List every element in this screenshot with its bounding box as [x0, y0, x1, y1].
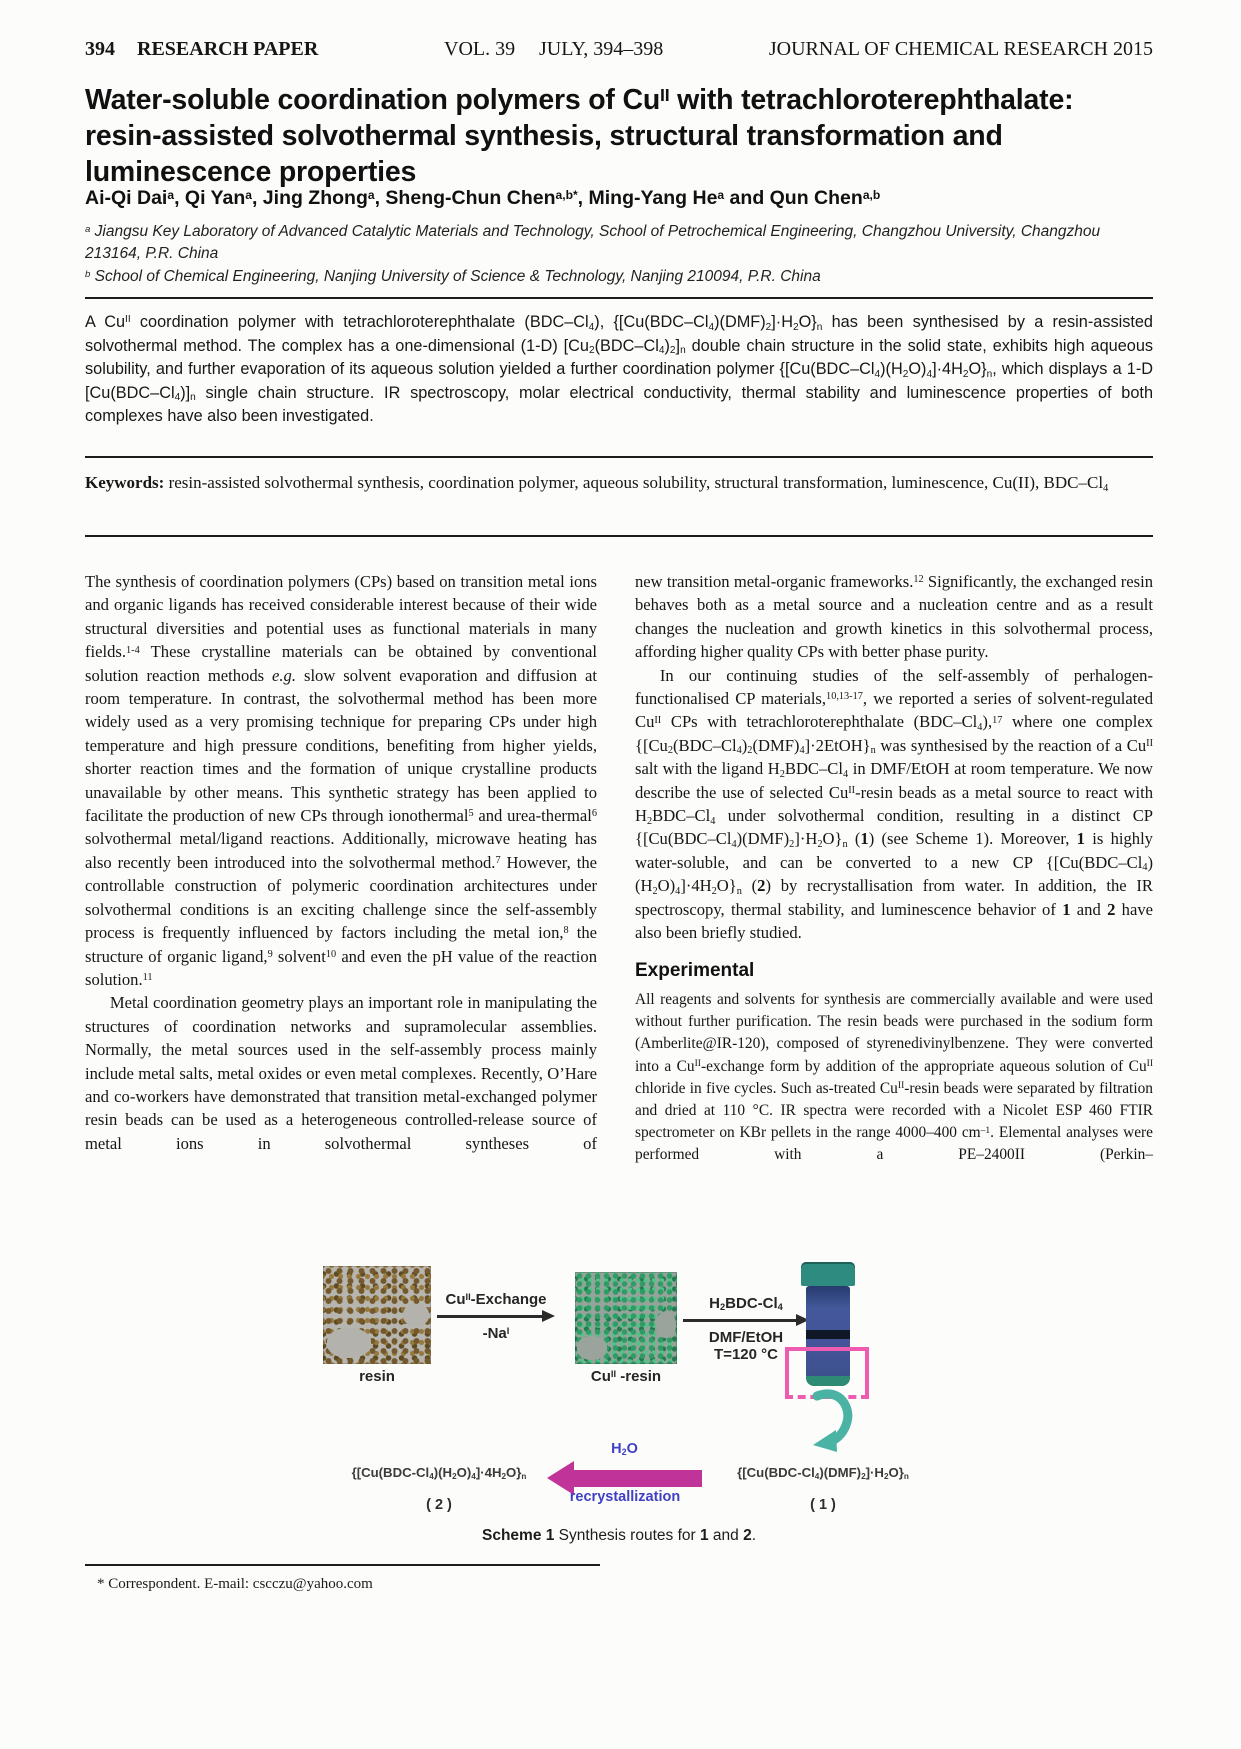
experimental-paragraph: All reagents and solvents for synthesis are commercially available and were used without further purification. The resin beads were purchased in the sodium form (Amberlite@IR-120), composed of styrenedivinylbenzene. They were converted into a $Cu^{II}$-exchange form by addition of the appropriate aqueous solution of $Cu^{II}$ chloride in five cycles. Such as-treated $Cu^{II}$-resin beads were separated by filtration and dried at 110 °C. IR spectra were recorded with a Nicolet ESP 460 FTIR spectrometer on KBr pellets in the range 4000–400 $cm^{-1}$. Elemental analyses were performed with a PE–2400II (Perkin– — [635, 990, 1154, 1164]
resin-beads-photo — [323, 1266, 431, 1364]
keywords-text: resin-assisted solvothermal synthesis, coordination polymer, aqueous solubility, structural transformation, luminescence, Cu(II), BDC–$Cl_4$ — [168, 473, 1109, 494]
vial-cap — [801, 1262, 855, 1286]
body-paragraph: The synthesis of coordination polymers (CPs) based on transition metal ions and organic ligands has received considerable interest because of their wide structural diversities and potential uses as functional materials in many fields.$^{1-4}$ These crystalline materials can be obtained by conventional solution reaction methods e.g. slow solvent evaporation and diffusion at room temperature. In contrast, the solvothermal method has been more widely used as a very promising technique for preparing CPs under high temperature and high pressure conditions, benefiting from higher yields, shorter reaction times and the formation of unique crystalline products unavailable by other means. This synthetic strategy has been applied to facilitate the production of new CPs through ionothermal$^5$ and urea-thermal$^6$ solvothermal metal/ligand reactions. Additionally, microwave heating has also recently been introduced into the solvothermal method.$^7$ However, the controllable construction of polymeric coordination architectures under solvothermal conditions is an exciting challenge since the self-assembly process is frequently influenced by factors including the metal ion,$^8$ the structure of organic ligand,$^9$ solvent$^{10}$ and even the pH value of the reaction solution.$^{11}$ — [85, 572, 598, 989]
reaction-condition: T=120 °C — [714, 1346, 778, 1363]
reaction-condition: $Cu^{II}$-Exchange — [445, 1291, 547, 1308]
product-1-number: ( 1 ) — [810, 1497, 836, 1513]
affiliation-b: $^b$ School of Chemical Engineering, Nanjing University of Science & Technology, Nanjing 210094, P.R. China — [85, 268, 821, 285]
product-1-formula: $\{[Cu(BDC-Cl_4)(DMF)_2]\cdot H_2O\}_n$ — [737, 1465, 909, 1482]
right-column — [635, 570, 1153, 1167]
divider — [85, 297, 1153, 299]
left-column — [85, 570, 597, 1155]
affiliation-a: $^a$ Jiangsu Key Laboratory of Advanced Catalytic Materials and Technology, School of Petrochemical Engineering, Changzhou University, Changzhou 213164, P.R. China — [85, 223, 1101, 262]
keywords-block — [85, 470, 1153, 495]
recrystallization-solvent-label: $H_2O$ — [611, 1441, 638, 1458]
issue-pages-label: JULY, 394–398 — [539, 38, 664, 60]
reaction-step-exchange — [437, 1291, 555, 1342]
arrow-right-icon — [437, 1310, 555, 1323]
divider — [85, 535, 1153, 537]
scheme-figure — [85, 1255, 1153, 1555]
volume-label: VOL. 39 — [444, 38, 516, 60]
running-head — [85, 38, 1153, 64]
affiliations — [85, 221, 1153, 290]
curved-arrow-down-icon — [807, 1389, 853, 1453]
product-2-number: ( 2 ) — [426, 1497, 452, 1513]
body-paragraph: Metal coordination geometry plays an important role in manipulating the structures of coordination networks and supramolecular assemblies. Normally, the metal sources used in the self-assembly process mainly include metal salts, metal oxides or even metal complexes. Recently, O’Hare and co-workers have demonstrated that transition metal-exchanged polymer resin beads can be used as a heterogeneous controlled-release source of metal ions in solvothermal syntheses of — [85, 993, 597, 1153]
arrow-right-icon — [683, 1314, 809, 1327]
arrow-bar — [574, 1470, 702, 1487]
arrow-line — [683, 1319, 801, 1322]
section-label: RESEARCH PAPER — [137, 38, 319, 60]
photo-background-patch — [327, 1328, 371, 1358]
photo-background-patch — [577, 1336, 607, 1360]
keywords-label: Keywords: — [85, 473, 165, 492]
cu-resin-beads-photo — [575, 1272, 677, 1364]
photo-background-patch — [656, 1312, 676, 1338]
body-paragraph: new transition metal-organic frameworks.$^{12}$ Significantly, the exchanged resin behaves both as a metal source and a nucleation centre and as a result changes the nucleation and growth kinetics in this solvothermal process, affording higher quality CPs with better phase purity. — [635, 572, 1153, 662]
author-line: Ai-Qi Dai$^a$, Qi Yan$^a$, Jing Zhong$^a$, Sheng-Chun Chen$^{a,b*}$, Ming-Yang He$^a$ and Qun Chen$^{a,b}$ — [85, 187, 881, 209]
vial-liquid-band — [806, 1330, 850, 1339]
scheme-caption: Scheme 1 Synthesis routes for 1 and 2. — [481, 1527, 757, 1544]
footnote-divider — [85, 1564, 600, 1566]
reaction-condition: DMF/EtOH — [708, 1329, 784, 1346]
page-title: Water-soluble coordination polymers of $Cu^{II}$ with tetrachloroterephthalate: resin-assisted solvothermal synthesis, structural transformation and luminescence properties — [85, 84, 1074, 188]
abstract-text: A $Cu^{II}$ coordination polymer with tetrachloroterephthalate $(BDC-Cl_4)$, $\{[Cu(BDC-Cl_4)(DMF)_2]\cdot H_2O\}_n$ has been synthesised by a resin-assisted solvothermal method. The complex has a one-dimensional (1-D) $[Cu_2(BDC-Cl_4)_2]_n$ double chain structure in the solid state, exhibits high aqueous solubility, and further evaporation of its aqueous solution yielded a further coordination polymer $\{[Cu(BDC-Cl_4)(H_2O)_4]\cdot 4H_2O\}_n$, which displays a 1-D $[Cu(BDC-Cl_4)]_n$ single chain structure. IR spectroscopy, molar electrical conductivity, thermal stability and luminescence properties of both complexes have also been investigated. — [85, 313, 1154, 425]
page-number: 394 — [85, 38, 115, 60]
product-2-formula: $\{[Cu(BDC-Cl_4)(H_2O)_4]\cdot 4H_2O\}_n$ — [351, 1465, 527, 1482]
arrow-head — [542, 1310, 555, 1322]
cu-resin-photo-label: $Cu^{II}$ -resin — [590, 1368, 662, 1385]
divider — [85, 456, 1153, 458]
section-heading-experimental: Experimental — [635, 959, 755, 981]
arrow-line — [437, 1315, 547, 1318]
reaction-condition: $-Na^I$ — [482, 1325, 510, 1342]
correspondent-footnote: * Correspondent. E-mail: cscczu@yahoo.com — [97, 1576, 373, 1592]
journal-name: JOURNAL OF CHEMICAL RESEARCH 2015 — [768, 38, 1153, 60]
body-paragraph: In our continuing studies of the self-assembly of perhalogen-functionalised CP materials,$^{10,13-17}$, we reported a series of solvent-regulated $Cu^{II}$ CPs with tetrachloroterephthalate $(BDC-Cl_4),^{17}$ where one complex $\{[Cu_2(BDC-Cl_4)_2(DMF)_4]\cdot 2EtOH\}_n$ was synthesised by the reaction of a $Cu^{II}$ salt with the ligand $H_2BDC-Cl_4$ in DMF/EtOH at room temperature. We now describe the use of selected $Cu^{II}$-resin beads as a metal source to react with $H_2BDC-Cl_4$ under solvothermal condition, resulting in a distinct CP $\{[Cu(BDC-Cl_4)(DMF)_2]\cdot H_2O\}_n$ (1) (see Scheme 1). Moreover, 1 is highly water-soluble, and can be converted to a new CP $\{[Cu(BDC-Cl_4)(H_2O)_4]\cdot 4H_2O\}_n$ (2) by recrystallisation from water. In addition, the IR spectroscopy, thermal stability, and luminescence behavior of 1 and 2 have also been briefly studied. — [635, 665, 1153, 943]
photo-background-patch — [403, 1304, 429, 1326]
resin-photo-label: resin — [359, 1368, 395, 1385]
recrystallization-label: recrystallization — [569, 1489, 681, 1505]
reaction-condition: $H_2BDC-Cl_4$ — [709, 1295, 783, 1313]
